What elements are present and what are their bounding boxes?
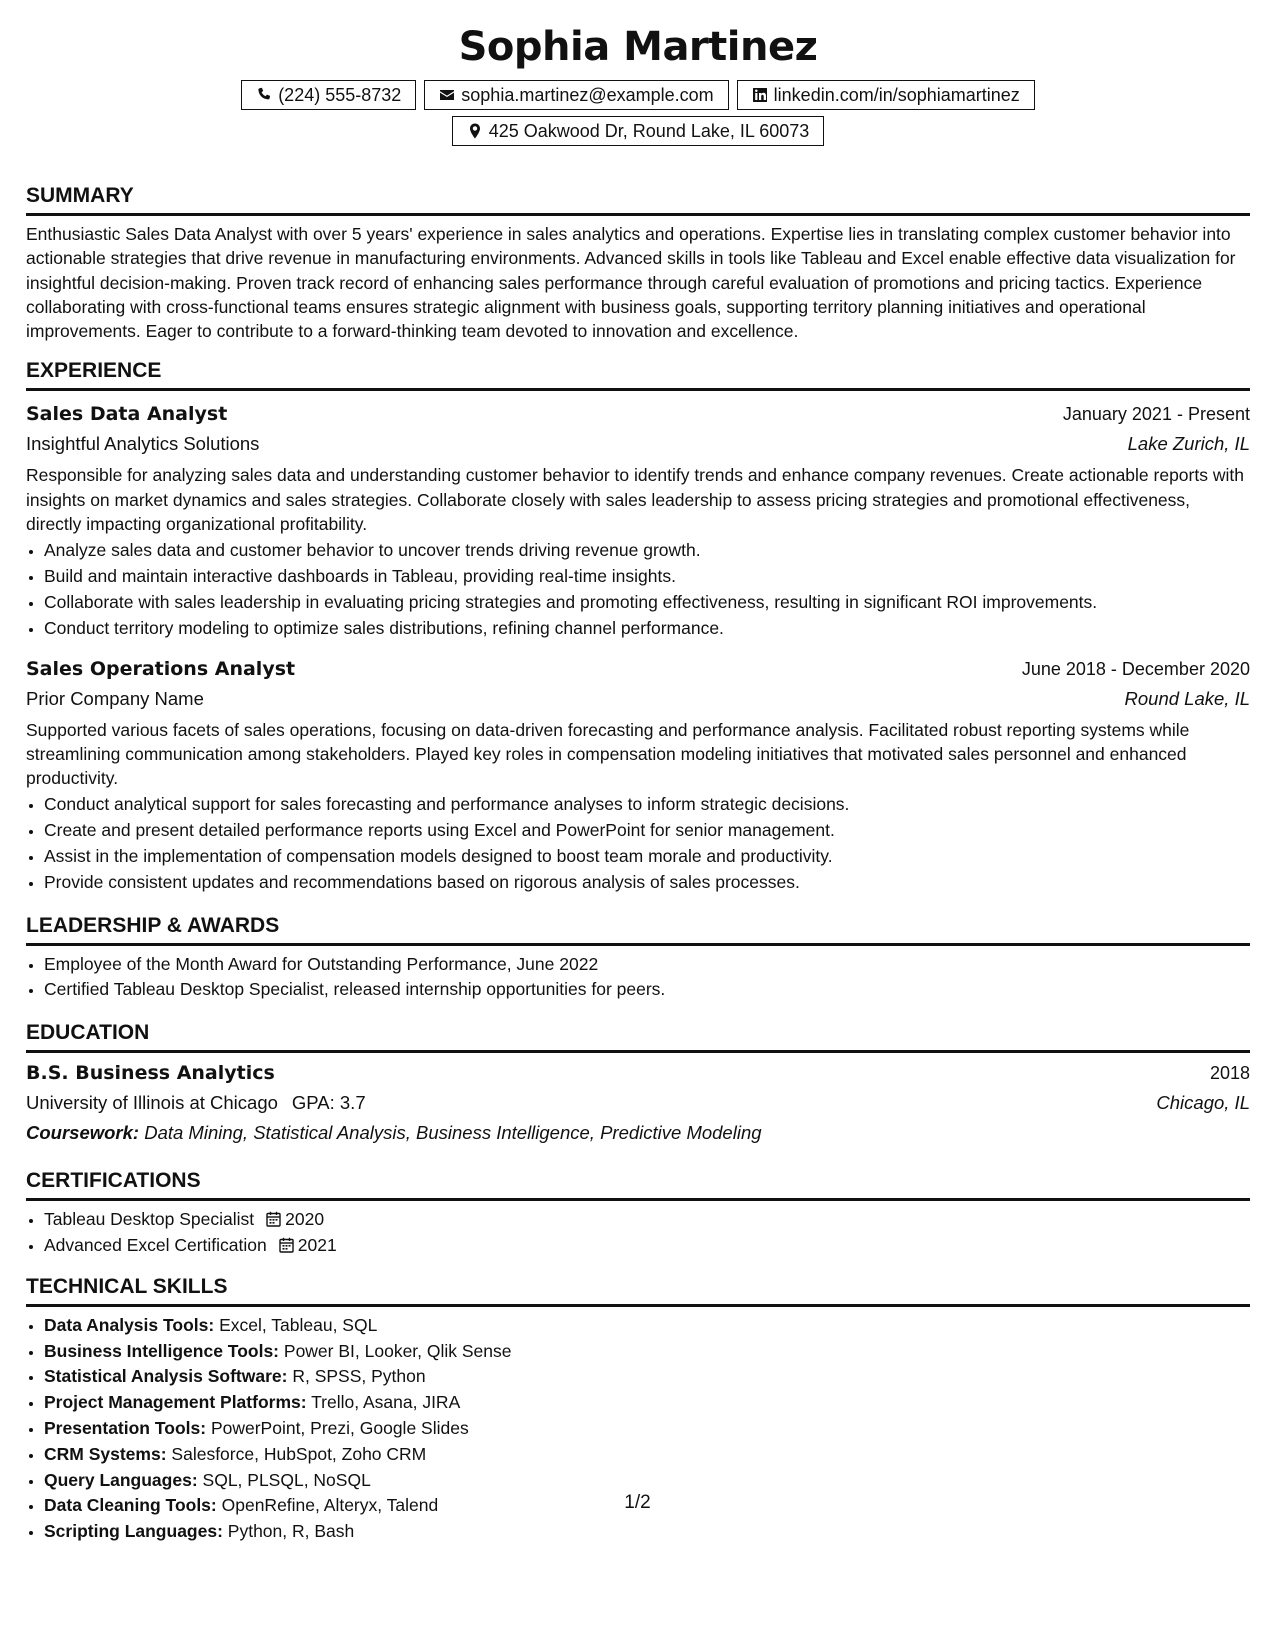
candidate-name: Sophia Martinez (458, 24, 818, 70)
contact-row (26, 80, 1250, 110)
list-item: • Certified Tableau Desktop Specialist, released internship opportunities for peers. (44, 977, 1250, 1003)
coursework (26, 1118, 1250, 1147)
list-item: • Conduct analytical support for sales forecasting and performance analyses to inform strategic decisions. (44, 792, 1250, 818)
leadership-section (26, 912, 1250, 1004)
list-item: • Assist in the implementation of compensation models designed to boost team morale and productivity. (44, 844, 1250, 870)
phone-chip[interactable] (241, 80, 416, 110)
leadership-heading: LEADERSHIP & AWARDS (26, 912, 1250, 946)
list-item (44, 1207, 1250, 1233)
job-description: Responsible for analyzing sales data and understanding customer behavior to identify trends and enhance company revenues. Create actionable reports with insights on market dynamics and sales strategies. Collaborate closely with sales leadership to assess pricing strategies and promotional effectiveness, directly impacting organizational profitability. (26, 465, 1244, 535)
job-bullets (26, 538, 1250, 641)
email-text: sophia.martinez@example.com (461, 85, 714, 105)
cert-name: Tableau Desktop Specialist (44, 1209, 255, 1230)
calendar-icon (279, 1235, 294, 1251)
certifications-section (26, 1167, 1250, 1259)
job-entry (26, 654, 1250, 896)
envelope-icon (439, 87, 455, 103)
skill-label: Project Management Platforms: (44, 1392, 307, 1413)
email-chip[interactable] (424, 80, 728, 110)
job-title: Sales Operations Analyst (26, 657, 296, 680)
list-item: • Conduct territory modeling to optimize sales distributions, refining channel performance. (44, 616, 1250, 642)
resume-page (26, 18, 1250, 1545)
summary-heading: SUMMARY (26, 182, 1250, 216)
job-dates: June 2018 - December 2020 (1021, 658, 1250, 679)
address-text: 425 Oakwood Dr, Round Lake, IL 60073 (488, 121, 810, 141)
cert-year: 2020 (285, 1209, 325, 1230)
skill-label: Business Intelligence Tools: (44, 1340, 280, 1361)
list-item (44, 1390, 1250, 1416)
skill-label: Presentation Tools: (44, 1418, 207, 1439)
experience-section (26, 357, 1250, 895)
list-item: • Provide consistent updates and recommendations based on rigorous analysis of sales processes. (44, 870, 1250, 896)
cert-name: Advanced Excel Certification (44, 1235, 267, 1256)
skill-label: Data Analysis Tools: (44, 1314, 215, 1335)
list-item: • Collaborate with sales leadership in evaluating pricing strategies and promoting effectiveness, resulting in significant ROI improvements. (44, 590, 1250, 616)
coursework-label: Coursework: (26, 1122, 140, 1144)
address-row (26, 116, 1250, 146)
skill-value: Trello, Asana, JIRA (311, 1392, 461, 1413)
job-entry (26, 399, 1250, 641)
cert-year: 2021 (297, 1235, 337, 1256)
skill-value: OpenRefine, Alteryx, Talend (221, 1495, 439, 1516)
calendar-icon (266, 1209, 281, 1225)
skill-label: Data Cleaning Tools: (44, 1495, 217, 1516)
list-item: • Build and maintain interactive dashboards in Tableau, providing real-time insights. (44, 564, 1250, 590)
summary-text: Enthusiastic Sales Data Analyst with over 5 years' experience in sales analytics and operations. Expertise lies in translating complex customer behavior into actionable strategies that drive revenue in manufacturing environments. Advanced skills in tools like Tableau and Excel enable effective data visualization for insightful decision-making. Proven track record of enhancing sales performance through careful evaluation of promotions and pricing tactics. Experience collaborating with cross-functional teams ensures strategic alignment with business goals, supporting territory planning initiatives and operational improvements. Eager to contribute to a forward-thinking team devoted to innovation and excellence. (26, 224, 1236, 342)
skill-label: Scripting Languages: (44, 1521, 223, 1542)
map-pin-icon (467, 123, 483, 139)
skill-label: Statistical Analysis Software: (44, 1366, 288, 1387)
list-item (44, 1519, 1250, 1545)
skill-value: Power BI, Looker, Qlik Sense (283, 1340, 512, 1361)
list-item: • Analyze sales data and customer behavior to uncover trends driving revenue growth. (44, 538, 1250, 564)
job-title: Sales Data Analyst (26, 403, 228, 426)
school-line (26, 1088, 366, 1118)
school-name: University of Illinois at Chicago (26, 1092, 278, 1114)
education-section (26, 1019, 1250, 1147)
school-location: Chicago, IL (1156, 1092, 1250, 1114)
skill-value: SQL, PLSQL, NoSQL (202, 1469, 371, 1490)
graduation-year: 2018 (1209, 1063, 1250, 1084)
leadership-list (26, 952, 1250, 1004)
skill-value: Excel, Tableau, SQL (219, 1314, 378, 1335)
skill-value: Python, R, Bash (227, 1521, 355, 1542)
skill-value: Salesforce, HubSpot, Zoho CRM (171, 1443, 427, 1464)
list-item (44, 1233, 1250, 1259)
degree: B.S. Business Analytics (26, 1062, 275, 1085)
list-item (44, 1313, 1250, 1339)
skill-label: Query Languages: (44, 1469, 198, 1490)
job-bullets (26, 792, 1250, 895)
job-company: Prior Company Name (26, 687, 204, 709)
skill-label: CRM Systems: (44, 1443, 167, 1464)
phone-text: (224) 555-8732 (278, 85, 402, 105)
linkedin-chip[interactable] (737, 80, 1035, 110)
certifications-heading: CERTIFICATIONS (26, 1167, 1250, 1201)
list-item: • Create and present detailed performance reports using Excel and PowerPoint for senior management. (44, 818, 1250, 844)
education-heading: EDUCATION (26, 1019, 1250, 1053)
job-location: Round Lake, IL (1124, 687, 1250, 709)
certifications-list (26, 1207, 1250, 1259)
linkedin-text: linkedin.com/in/sophiamartinez (773, 85, 1020, 105)
summary-section (26, 182, 1250, 343)
job-company: Insightful Analytics Solutions (26, 433, 260, 455)
list-item (44, 1416, 1250, 1442)
list-item (44, 1364, 1250, 1390)
job-location: Lake Zurich, IL (1127, 433, 1250, 455)
list-item (44, 1442, 1250, 1468)
list-item (44, 1339, 1250, 1365)
list-item (44, 1468, 1250, 1494)
page-number: 1/2 (624, 1492, 651, 1513)
coursework-list: Data Mining, Statistical Analysis, Business Intelligence, Predictive Modeling (144, 1122, 762, 1144)
linkedin-icon (752, 87, 768, 103)
skill-value: PowerPoint, Prezi, Google Slides (210, 1418, 469, 1439)
phone-icon (256, 87, 272, 103)
list-item: • Employee of the Month Award for Outstanding Performance, June 2022 (44, 952, 1250, 978)
job-description: Supported various facets of sales operations, focusing on data-driven forecasting and performance analysis. Facilitated robust reporting systems while streamlining communication among stakeholders. Played key roles in compensation modeling initiatives that motivated sales personnel and enhanced productivity. (26, 719, 1190, 789)
gpa: GPA: 3.7 (291, 1092, 366, 1114)
skill-value: R, SPSS, Python (292, 1366, 426, 1387)
job-dates: January 2021 - Present (1062, 404, 1250, 425)
skills-heading: TECHNICAL SKILLS (26, 1273, 1250, 1307)
address-chip[interactable] (452, 116, 825, 146)
experience-heading: EXPERIENCE (26, 357, 1250, 391)
